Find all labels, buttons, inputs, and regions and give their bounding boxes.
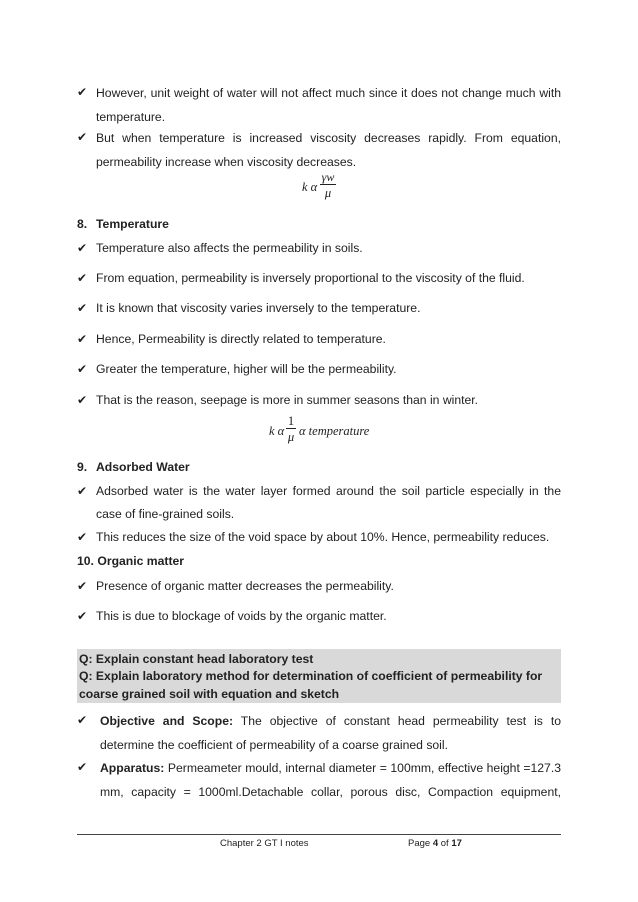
question-1: Q: Explain constant head laboratory test: [79, 652, 314, 666]
question-2: Q: Explain laboratory method for determination of coefficient of permeability for coarse grained soil with equation and sketch: [79, 669, 543, 701]
bullet-item: [77, 126, 561, 174]
footer-chapter: Chapter 2 GT I notes: [220, 838, 309, 849]
objective-text: The objective of constant head permeability test is to determine the coefficient of permeability of a coarse grained soil.: [100, 714, 561, 752]
equation-fraction: [286, 414, 296, 445]
equation-lhs: k α: [302, 180, 318, 194]
bullet-text: However, unit weight of water will not affect much since it does not change much with temperature.: [96, 86, 561, 124]
apparatus-text: Permeameter mould, internal diameter = 100mm, effective height =127.3 mm, capacity = 1000ml.Detachable collar, porous disc, Compaction equipment,: [100, 761, 561, 799]
check-icon: ✔: [77, 579, 88, 593]
section-title: Temperature: [96, 217, 169, 231]
equation-fraction: [320, 170, 336, 201]
fraction-denominator: μ: [324, 186, 332, 200]
bullet-text: From equation, permeability is inversely proportional to the viscosity of the fluid.: [96, 271, 525, 285]
fraction-numerator: γw: [321, 170, 335, 184]
page-total: 17: [451, 838, 462, 849]
apparatus-label: Apparatus:: [100, 761, 165, 775]
bullet-item: [77, 328, 561, 350]
check-icon: ✔: [77, 760, 88, 774]
check-icon: ✔: [77, 609, 88, 623]
bullet-item: [77, 756, 561, 804]
bullet-item: [77, 81, 561, 129]
page-prefix: Page: [408, 838, 431, 849]
check-icon: ✔: [77, 85, 88, 99]
fraction-denominator: μ: [287, 430, 295, 444]
bullet-text: Presence of organic matter decreases the permeability.: [96, 579, 394, 593]
bullet-item: [77, 358, 561, 380]
section-title: Organic matter: [97, 554, 185, 568]
objective-label: Objective and Scope:: [100, 714, 234, 728]
bullet-item: [77, 237, 561, 259]
section-heading: [77, 458, 190, 476]
bullet-text: [100, 709, 561, 757]
check-icon: ✔: [77, 362, 88, 376]
bullet-text: Adsorbed water is the water layer formed around the soil particle especially in the case of fine-grained soils.: [96, 484, 561, 521]
section-heading: [77, 552, 184, 570]
footer-page: [408, 838, 462, 849]
equation-lhs: k α: [269, 424, 285, 438]
page-number: 4: [432, 838, 439, 849]
check-icon: ✔: [77, 130, 88, 144]
check-icon: ✔: [77, 484, 88, 498]
check-icon: ✔: [77, 301, 88, 315]
bullet-text: But when temperature is increased viscosity decreases rapidly. From equation, permeability increase when viscosity decreases.: [96, 131, 561, 169]
footer-divider: [77, 834, 561, 835]
bullet-text: It is known that viscosity varies inversely to the temperature.: [96, 301, 421, 315]
bullet-item: [77, 480, 561, 526]
bullet-text: This reduces the size of the void space by about 10%. Hence, permeability reduces.: [96, 530, 550, 544]
check-icon: ✔: [77, 530, 88, 544]
bullet-text: Temperature also affects the permeability in soils.: [96, 241, 363, 255]
page-of: of: [440, 838, 449, 849]
bullet-text: Hence, Permeability is directly related to temperature.: [96, 332, 386, 346]
section-number: 10.: [77, 554, 94, 568]
bullet-text: Greater the temperature, higher will be the permeability.: [96, 362, 397, 376]
section-heading: [77, 215, 169, 233]
bullet-item: [77, 709, 561, 757]
bullet-text: [100, 756, 561, 804]
section-number: 9.: [77, 460, 88, 474]
check-icon: ✔: [77, 713, 88, 727]
bullet-item: [77, 605, 561, 627]
bullet-text: That is the reason, seepage is more in summer seasons than in winter.: [96, 393, 479, 407]
equation-rhs: α temperature: [299, 424, 370, 438]
check-icon: ✔: [77, 393, 88, 407]
section-title: Adsorbed Water: [96, 460, 190, 474]
section-number: 8.: [77, 217, 88, 231]
bullet-item: [77, 389, 561, 411]
bullet-text: This is due to blockage of voids by the organic matter.: [96, 609, 387, 623]
bullet-item: [77, 526, 561, 548]
bullet-item: [77, 267, 561, 289]
check-icon: ✔: [77, 332, 88, 346]
bullet-item: [77, 297, 561, 319]
check-icon: ✔: [77, 271, 88, 285]
fraction-numerator: 1: [287, 414, 295, 428]
bullet-item: [77, 575, 561, 597]
check-icon: ✔: [77, 241, 88, 255]
